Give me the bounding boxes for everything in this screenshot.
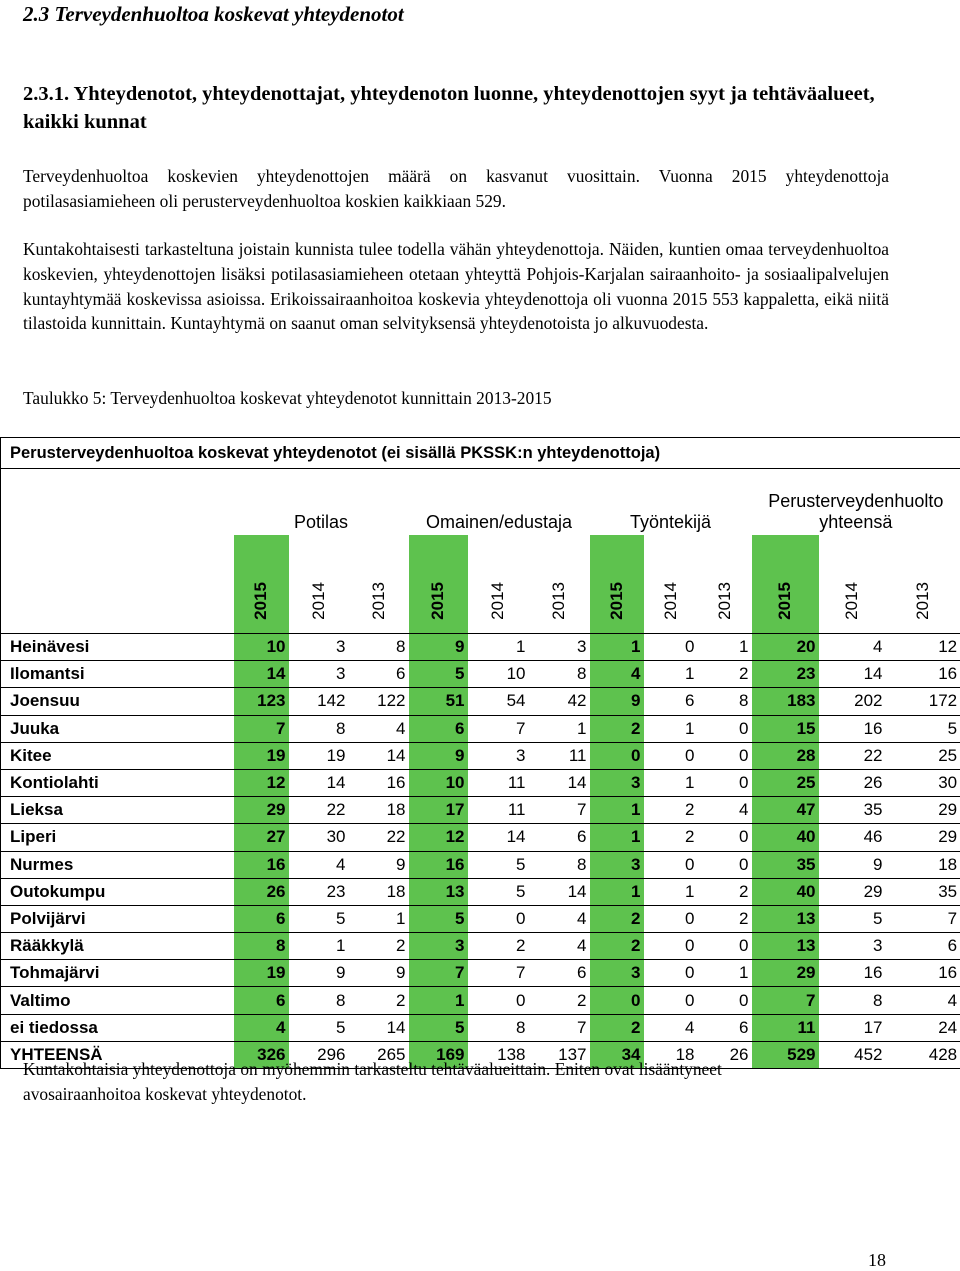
value-cell: 6 xyxy=(349,661,409,688)
intro-paragraph: Terveydenhuoltoa koskevien yhteydenottojen määrä on kasvanut vuosittain. Vuonna 2015 yhteydenottoja potilasasiamieheen oli perusterveydenhuoltoa koskien kaikkiaan 529. xyxy=(23,166,889,211)
year-header xyxy=(590,535,644,634)
value-cell: 26 xyxy=(819,769,886,796)
value-cell: 1 xyxy=(590,824,644,851)
municipality-name: ei tiedossa xyxy=(1,1014,234,1041)
value-cell: 1 xyxy=(644,715,698,742)
year-label: 2015 xyxy=(775,582,794,620)
table-row xyxy=(1,851,960,878)
year-header xyxy=(289,535,349,634)
value-cell: 0 xyxy=(590,987,644,1014)
value-cell: 11 xyxy=(468,797,529,824)
municipality-name: Kontiolahti xyxy=(1,769,234,796)
value-cell: 1 xyxy=(590,634,644,661)
value-cell: 17 xyxy=(819,1014,886,1041)
year-label: 2013 xyxy=(549,582,568,620)
value-cell: 2 xyxy=(349,987,409,1014)
value-cell: 0 xyxy=(698,769,752,796)
group-header-potilas: Potilas xyxy=(293,512,349,532)
table-row xyxy=(1,742,960,769)
year-header xyxy=(529,535,590,634)
value-cell: 47 xyxy=(752,797,819,824)
subsection-heading: 2.3.1. Yhteydenotot, yhteydenottajat, yhteydenoton luonne, yhteydenottojen syyt ja tehtäväalueet, kaikki kunnat xyxy=(23,83,875,133)
value-cell: 8 xyxy=(289,715,349,742)
value-cell: 6 xyxy=(529,824,590,851)
value-cell: 8 xyxy=(529,661,590,688)
value-cell: 18 xyxy=(349,878,409,905)
value-cell: 1 xyxy=(468,634,529,661)
value-cell: 2 xyxy=(698,661,752,688)
value-cell: 122 xyxy=(349,688,409,715)
year-header xyxy=(468,535,529,634)
value-cell: 5 xyxy=(409,905,468,932)
value-cell: 30 xyxy=(886,769,960,796)
table-row xyxy=(1,987,960,1014)
value-cell: 35 xyxy=(752,851,819,878)
value-cell: 1 xyxy=(644,769,698,796)
municipality-name: Kitee xyxy=(1,742,234,769)
value-cell: 1 xyxy=(349,905,409,932)
value-cell: 0 xyxy=(644,905,698,932)
municipality-name: Joensuu xyxy=(1,688,234,715)
value-cell: 12 xyxy=(234,769,289,796)
value-cell: 3 xyxy=(590,769,644,796)
value-cell: 2 xyxy=(468,933,529,960)
table-row xyxy=(1,1014,960,1041)
value-cell: 6 xyxy=(234,987,289,1014)
value-cell: 8 xyxy=(468,1014,529,1041)
value-cell: 13 xyxy=(752,933,819,960)
value-cell: 8 xyxy=(349,634,409,661)
value-cell: 19 xyxy=(234,960,289,987)
value-cell: 7 xyxy=(468,960,529,987)
year-header xyxy=(349,535,409,634)
value-cell: 18 xyxy=(349,797,409,824)
value-cell: 138 xyxy=(468,1041,529,1068)
table-title: Perusterveydenhuoltoa koskevat yhteydenotot (ei sisällä PKSSK:n yhteydenottoja) xyxy=(1,438,960,469)
value-cell: 8 xyxy=(529,851,590,878)
value-cell: 16 xyxy=(349,769,409,796)
value-cell: 428 xyxy=(886,1041,960,1068)
table-row xyxy=(1,878,960,905)
municipality-name: Outokumpu xyxy=(1,878,234,905)
value-cell: 9 xyxy=(349,851,409,878)
year-label: 2013 xyxy=(912,582,932,620)
value-cell: 4 xyxy=(698,797,752,824)
table-row xyxy=(1,688,960,715)
value-cell: 29 xyxy=(234,797,289,824)
header-empty xyxy=(1,469,234,536)
value-cell: 6 xyxy=(644,688,698,715)
year-label: 2015 xyxy=(251,582,270,620)
year-label: 2014 xyxy=(308,582,328,620)
value-cell: 0 xyxy=(644,851,698,878)
municipality-name: Tohmajärvi xyxy=(1,960,234,987)
value-cell: 3 xyxy=(590,960,644,987)
value-cell: 1 xyxy=(644,878,698,905)
table-row xyxy=(1,769,960,796)
municipality-name: Liperi xyxy=(1,824,234,851)
value-cell: 51 xyxy=(409,688,468,715)
value-cell: 14 xyxy=(289,769,349,796)
value-cell: 4 xyxy=(289,851,349,878)
value-cell: 5 xyxy=(468,851,529,878)
value-cell: 3 xyxy=(590,851,644,878)
value-cell: 3 xyxy=(409,933,468,960)
value-cell: 14 xyxy=(349,742,409,769)
table-row xyxy=(1,824,960,851)
value-cell: 10 xyxy=(468,661,529,688)
value-cell: 4 xyxy=(590,661,644,688)
value-cell: 4 xyxy=(349,715,409,742)
table-row xyxy=(1,797,960,824)
value-cell: 169 xyxy=(409,1041,468,1068)
value-cell: 8 xyxy=(289,987,349,1014)
value-cell: 7 xyxy=(409,960,468,987)
value-cell: 17 xyxy=(409,797,468,824)
value-cell: 0 xyxy=(698,824,752,851)
value-cell: 202 xyxy=(819,688,886,715)
value-cell: 5 xyxy=(289,905,349,932)
value-cell: 54 xyxy=(468,688,529,715)
value-cell: 10 xyxy=(409,769,468,796)
value-cell: 1 xyxy=(289,933,349,960)
value-cell: 12 xyxy=(409,824,468,851)
value-cell: 2 xyxy=(349,933,409,960)
value-cell: 4 xyxy=(644,1014,698,1041)
year-header xyxy=(409,535,468,634)
year-label: 2014 xyxy=(842,582,861,620)
value-cell: 4 xyxy=(529,905,590,932)
value-cell: 296 xyxy=(289,1041,349,1068)
value-cell: 23 xyxy=(752,661,819,688)
value-cell: 2 xyxy=(590,933,644,960)
value-cell: 1 xyxy=(698,960,752,987)
value-cell: 15 xyxy=(752,715,819,742)
municipality-name: Valtimo xyxy=(1,987,234,1014)
value-cell: 183 xyxy=(752,688,819,715)
value-cell: 29 xyxy=(886,797,960,824)
value-cell: 8 xyxy=(234,933,289,960)
value-cell: 10 xyxy=(234,634,289,661)
value-cell: 19 xyxy=(234,742,289,769)
value-cell: 5 xyxy=(468,878,529,905)
value-cell: 452 xyxy=(819,1041,886,1068)
value-cell: 2 xyxy=(590,715,644,742)
table-row xyxy=(1,905,960,932)
value-cell: 29 xyxy=(886,824,960,851)
value-cell: 172 xyxy=(886,688,960,715)
value-cell: 35 xyxy=(886,878,960,905)
value-cell: 26 xyxy=(698,1041,752,1068)
value-cell: 0 xyxy=(590,742,644,769)
value-cell: 14 xyxy=(349,1014,409,1041)
year-header xyxy=(698,535,752,634)
municipality-name: Juuka xyxy=(1,715,234,742)
value-cell: 16 xyxy=(409,851,468,878)
year-label: 2013 xyxy=(368,582,388,620)
year-label: 2015 xyxy=(428,582,447,620)
value-cell: 265 xyxy=(349,1041,409,1068)
value-cell: 16 xyxy=(886,661,960,688)
value-cell: 23 xyxy=(289,878,349,905)
value-cell: 5 xyxy=(289,1014,349,1041)
value-cell: 1 xyxy=(529,715,590,742)
value-cell: 8 xyxy=(819,987,886,1014)
year-header xyxy=(644,535,698,634)
value-cell: 9 xyxy=(409,742,468,769)
value-cell: 6 xyxy=(529,960,590,987)
value-cell: 24 xyxy=(886,1014,960,1041)
value-cell: 6 xyxy=(886,933,960,960)
value-cell: 42 xyxy=(529,688,590,715)
value-cell: 1 xyxy=(590,797,644,824)
group-header-yhteensa: Perusterveydenhuolto yhteensä xyxy=(752,469,960,536)
value-cell: 20 xyxy=(752,634,819,661)
table-row xyxy=(1,661,960,688)
value-cell: 5 xyxy=(819,905,886,932)
value-cell: 16 xyxy=(886,960,960,987)
value-cell: 3 xyxy=(468,742,529,769)
value-cell: 9 xyxy=(819,851,886,878)
value-cell: 28 xyxy=(752,742,819,769)
value-cell: 22 xyxy=(349,824,409,851)
group-header-tyontekija: Työntekijä xyxy=(629,512,712,532)
value-cell: 0 xyxy=(644,634,698,661)
value-cell: 0 xyxy=(698,933,752,960)
value-cell: 35 xyxy=(819,797,886,824)
value-cell: 16 xyxy=(819,960,886,987)
value-cell: 40 xyxy=(752,824,819,851)
group-header-omainen: Omainen/edustaja xyxy=(425,512,573,532)
municipality-name: Lieksa xyxy=(1,797,234,824)
value-cell: 11 xyxy=(468,769,529,796)
year-header-empty xyxy=(1,535,234,634)
closing-paragraph: Kuntakohtaisia yhteydenottoja on myöhemmin tarkasteltu tehtäväalueittain. Eniten ovat lisääntyneet avosairaanhoitoa koskevat yhteydenotot. xyxy=(23,1059,722,1104)
year-header xyxy=(234,535,289,634)
value-cell: 0 xyxy=(468,987,529,1014)
value-cell: 0 xyxy=(644,933,698,960)
value-cell: 2 xyxy=(698,905,752,932)
value-cell: 529 xyxy=(752,1041,819,1068)
value-cell: 0 xyxy=(698,742,752,769)
value-cell: 46 xyxy=(819,824,886,851)
value-cell: 29 xyxy=(819,878,886,905)
value-cell: 137 xyxy=(529,1041,590,1068)
municipality-name: Ilomantsi xyxy=(1,661,234,688)
table-row xyxy=(1,715,960,742)
value-cell: 6 xyxy=(698,1014,752,1041)
value-cell: 1 xyxy=(698,634,752,661)
municipality-name: Nurmes xyxy=(1,851,234,878)
value-cell: 326 xyxy=(234,1041,289,1068)
value-cell: 11 xyxy=(752,1014,819,1041)
value-cell: 7 xyxy=(468,715,529,742)
value-cell: 18 xyxy=(644,1041,698,1068)
value-cell: 3 xyxy=(289,634,349,661)
value-cell: 22 xyxy=(819,742,886,769)
value-cell: 1 xyxy=(590,878,644,905)
value-cell: 0 xyxy=(698,987,752,1014)
value-cell: 9 xyxy=(349,960,409,987)
value-cell: 4 xyxy=(819,634,886,661)
value-cell: 14 xyxy=(468,824,529,851)
value-cell: 14 xyxy=(529,769,590,796)
value-cell: 25 xyxy=(886,742,960,769)
value-cell: 30 xyxy=(289,824,349,851)
year-label: 2013 xyxy=(714,582,734,620)
table-row xyxy=(1,960,960,987)
value-cell: 4 xyxy=(886,987,960,1014)
value-cell: 9 xyxy=(409,634,468,661)
value-cell: 0 xyxy=(644,742,698,769)
contacts-table xyxy=(0,437,960,1069)
value-cell: 5 xyxy=(409,1014,468,1041)
value-cell: 27 xyxy=(234,824,289,851)
municipality-name: Rääkkylä xyxy=(1,933,234,960)
year-header xyxy=(886,535,960,634)
value-cell: 8 xyxy=(698,688,752,715)
value-cell: 2 xyxy=(698,878,752,905)
value-cell: 6 xyxy=(234,905,289,932)
detail-paragraph: Kuntakohtaisesti tarkasteltuna joistain kunnista tulee todella vähän yhteydenottoja. Näiden, kuntien omaa terveydenhuoltoa koskevien, yhteydenottojen lisäksi potilasasiamieheen otetaan yhteyttä Pohjois-Karjalan sairaanhoito- ja sosiaalipalvelujen kuntayhtymää koskevissa asioissa. Erikoissairaanhoitoa koskevia yhteydenottoja oli vuonna 2015 553 kappaletta, eikä niitä tilastoida kunnittain. Kuntayhtymä on saanut oman selvityksensä yhteydenotoista jo alkuvuodesta. xyxy=(23,239,889,334)
value-cell: 29 xyxy=(752,960,819,987)
value-cell: 19 xyxy=(289,742,349,769)
value-cell: 1 xyxy=(644,661,698,688)
value-cell: 12 xyxy=(886,634,960,661)
value-cell: 3 xyxy=(819,933,886,960)
value-cell: 22 xyxy=(289,797,349,824)
value-cell: 5 xyxy=(886,715,960,742)
value-cell: 4 xyxy=(529,933,590,960)
value-cell: 0 xyxy=(698,715,752,742)
municipality-name: Polvijärvi xyxy=(1,905,234,932)
value-cell: 7 xyxy=(886,905,960,932)
value-cell: 6 xyxy=(409,715,468,742)
municipality-name: Heinävesi xyxy=(1,634,234,661)
value-cell: 123 xyxy=(234,688,289,715)
value-cell: 7 xyxy=(234,715,289,742)
value-cell: 14 xyxy=(819,661,886,688)
year-label: 2015 xyxy=(606,582,626,620)
value-cell: 14 xyxy=(234,661,289,688)
page-number: 18 xyxy=(868,1250,886,1270)
value-cell: 25 xyxy=(752,769,819,796)
value-cell: 0 xyxy=(468,905,529,932)
value-cell: 16 xyxy=(819,715,886,742)
table-caption: Taulukko 5: Terveydenhuoltoa koskevat yhteydenotot kunnittain 2013-2015 xyxy=(23,388,552,408)
value-cell: 14 xyxy=(529,878,590,905)
value-cell: 9 xyxy=(590,688,644,715)
value-cell: 40 xyxy=(752,878,819,905)
value-cell: 1 xyxy=(409,987,468,1014)
value-cell: 16 xyxy=(234,851,289,878)
table-row xyxy=(1,634,960,661)
value-cell: 11 xyxy=(529,742,590,769)
value-cell: 142 xyxy=(289,688,349,715)
value-cell: 34 xyxy=(590,1041,644,1068)
value-cell: 2 xyxy=(590,1014,644,1041)
value-cell: 2 xyxy=(644,824,698,851)
value-cell: 2 xyxy=(644,797,698,824)
value-cell: 18 xyxy=(886,851,960,878)
value-cell: 13 xyxy=(752,905,819,932)
value-cell: 5 xyxy=(409,661,468,688)
value-cell: 7 xyxy=(752,987,819,1014)
year-label: 2014 xyxy=(488,582,507,620)
value-cell: 26 xyxy=(234,878,289,905)
value-cell: 7 xyxy=(529,797,590,824)
value-cell: 0 xyxy=(698,851,752,878)
year-header xyxy=(819,535,886,634)
municipality-name: YHTEENSÄ xyxy=(1,1041,234,1068)
value-cell: 2 xyxy=(529,987,590,1014)
value-cell: 2 xyxy=(590,905,644,932)
value-cell: 13 xyxy=(409,878,468,905)
year-label: 2014 xyxy=(660,582,680,620)
value-cell: 0 xyxy=(644,960,698,987)
year-header xyxy=(752,535,819,634)
section-heading: 2.3 Terveydenhuoltoa koskevat yhteydenotot xyxy=(23,2,404,26)
table-row xyxy=(1,933,960,960)
value-cell: 3 xyxy=(289,661,349,688)
value-cell: 3 xyxy=(529,634,590,661)
value-cell: 7 xyxy=(529,1014,590,1041)
value-cell: 9 xyxy=(289,960,349,987)
value-cell: 0 xyxy=(644,987,698,1014)
value-cell: 4 xyxy=(234,1014,289,1041)
